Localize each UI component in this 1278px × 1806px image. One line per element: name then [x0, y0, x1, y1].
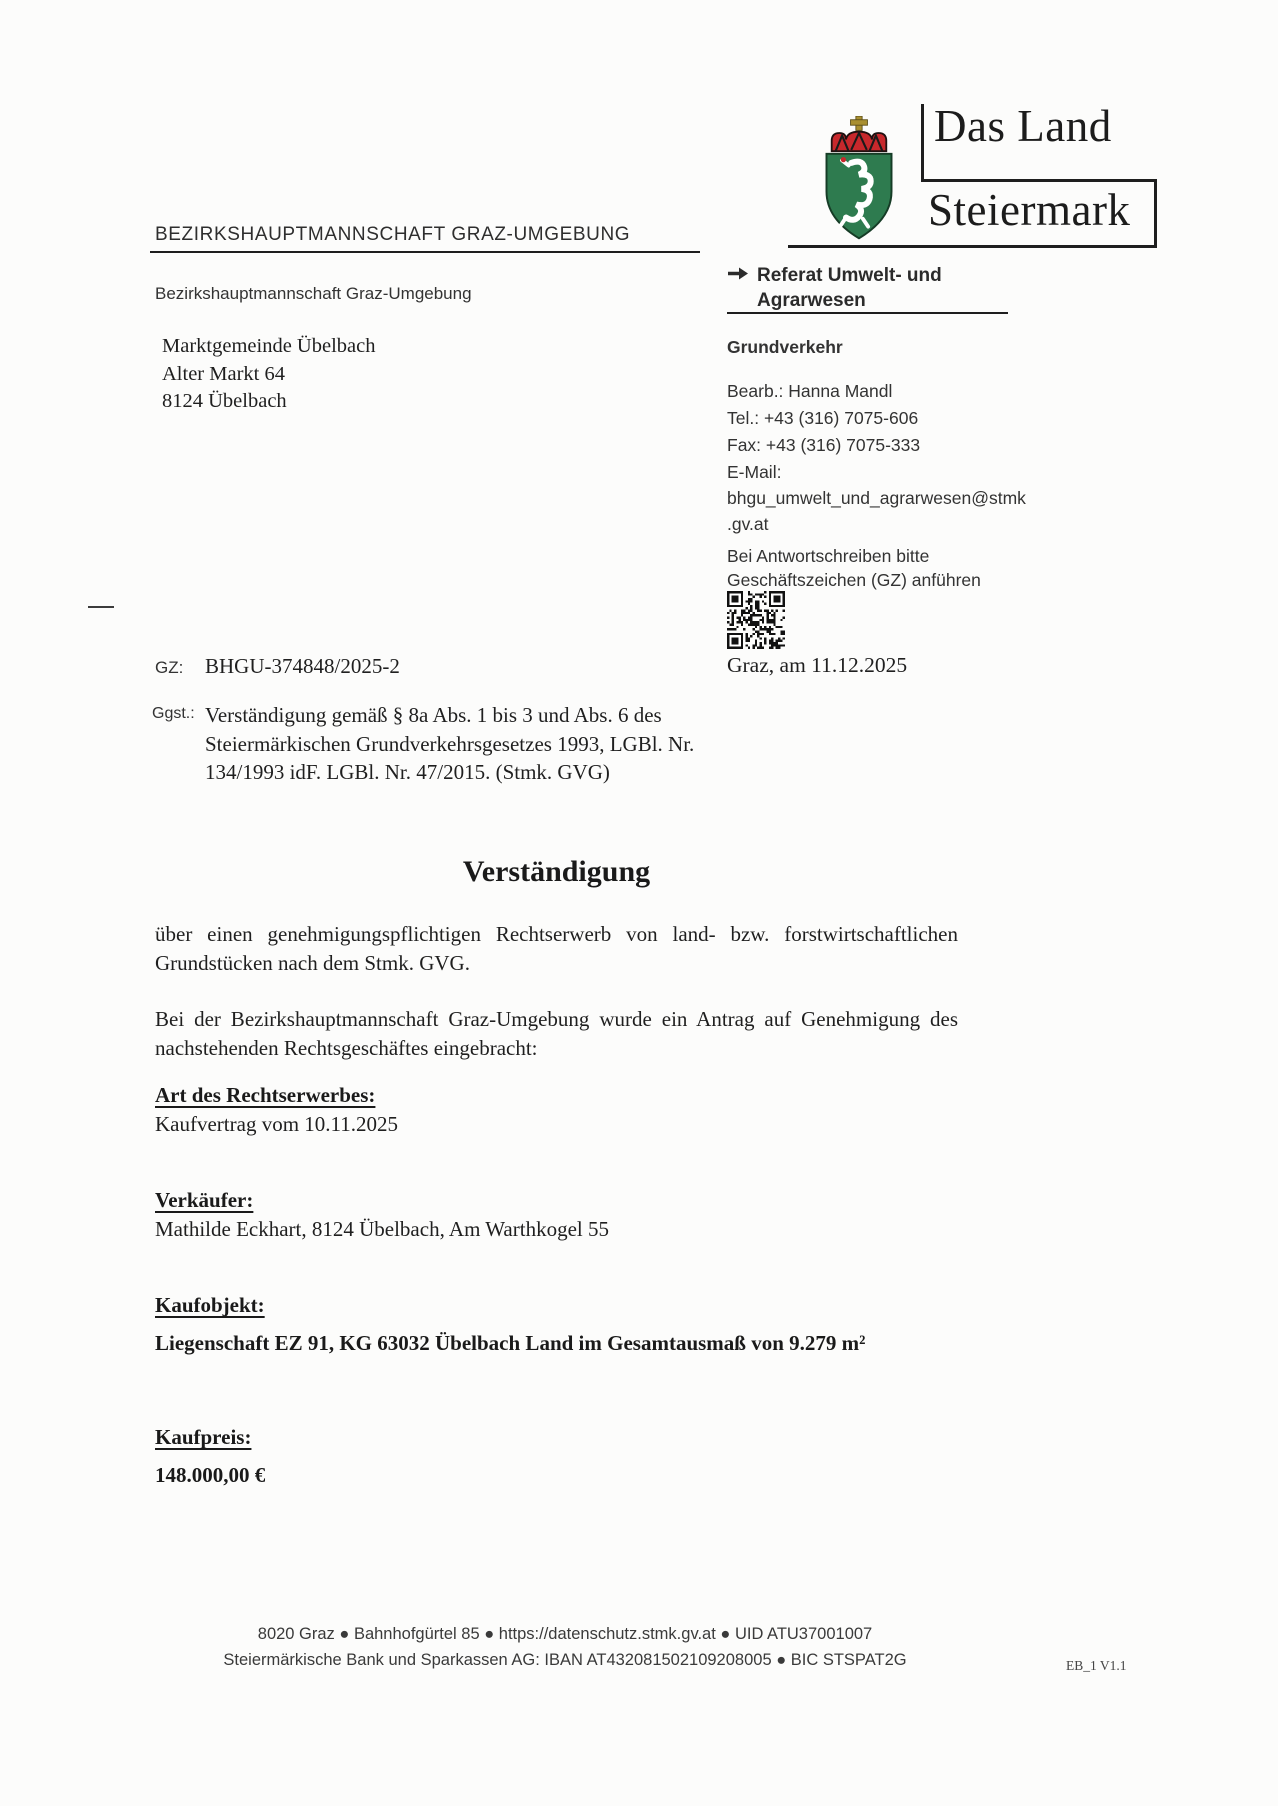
sender-small: Bezirkshauptmannschaft Graz-Umgebung — [155, 284, 472, 303]
sender-header: BEZIRKSHAUPTMANNSCHAFT GRAZ-UMGEBUNG — [155, 224, 631, 245]
logo-rule-middle — [921, 179, 1157, 182]
referat-title-line-2: Agrarwesen — [757, 290, 866, 311]
recipient-line: Marktgemeinde Übelbach — [162, 335, 376, 357]
contact-bearb: Bearb.: Hanna Mandl — [727, 381, 893, 401]
ggst-line: 134/1993 idF. LGBl. Nr. 47/2015. (Stmk. GVG) — [205, 760, 610, 784]
fold-mark — [88, 606, 114, 608]
place-date: Graz, am 11.12.2025 — [727, 653, 908, 677]
paragraph-2: Bei der Bezirkshauptmannschaft Graz-Umgebung wurde ein Antrag auf Genehmigung des nachstehenden Rechtsgeschäftes eingebracht: — [155, 1007, 958, 1060]
contact-email-label: E-Mail: — [727, 462, 782, 482]
gz-label: GZ: — [155, 658, 184, 677]
referat-arrow-icon — [727, 265, 749, 287]
reply-note-line-2: Geschäftszeichen (GZ) anführen — [727, 570, 981, 590]
logo-rule-left — [921, 104, 924, 182]
referat-title-line-1: Referat Umwelt- und — [757, 265, 942, 286]
brand-steiermark: Steiermark — [928, 185, 1131, 235]
brand-das-land: Das Land — [934, 101, 1112, 151]
qr-code-icon — [727, 591, 785, 649]
logo-rule-right — [1154, 179, 1157, 248]
recipient-address — [162, 333, 375, 416]
ggst-label: Ggst.: — [152, 705, 195, 722]
contact-email-line-1: bhgu_umwelt_und_agrarwesen@stmk — [727, 488, 1026, 508]
footer-line-2: Steiermärkische Bank und Sparkassen AG: IBAN AT432081502109208005 ● BIC STSPAT2G — [223, 1650, 907, 1669]
contact-email-line-2: .gv.at — [727, 514, 769, 534]
recipient-line: Alter Markt 64 — [162, 362, 285, 385]
page-footer — [150, 1622, 980, 1673]
paragraph-1: über einen genehmigungspflichtigen Rechtserwerb von land- bzw. forstwirtschaftlichen Grundstücken nach dem Stmk. GVG. — [155, 922, 958, 975]
section-text-art-des-rechtserwerbes: Kaufvertrag vom 10.11.2025 — [155, 1112, 398, 1136]
document-title: Verständigung — [462, 855, 651, 888]
section-heading-art-des-rechtserwerbes: Art des Rechtserwerbes: — [155, 1083, 376, 1107]
referat-rule — [727, 312, 1008, 314]
section-text-verkaeufer: Mathilde Eckhart, 8124 Übelbach, Am Warthkogel 55 — [155, 1217, 609, 1241]
contact-fax: Fax: +43 (316) 7075-333 — [727, 435, 921, 455]
section-text-kaufobjekt: Liegenschaft EZ 91, KG 63032 Übelbach Land im Gesamtausmaß von 9.279 m² — [155, 1331, 866, 1355]
section-heading-kaufobjekt: Kaufobjekt: — [155, 1293, 265, 1317]
sender-rule — [150, 251, 700, 253]
form-version: EB_1 V1.1 — [1066, 1658, 1127, 1673]
ggst-text — [205, 701, 694, 787]
contact-tel: Tel.: +43 (316) 7075-606 — [727, 408, 919, 428]
section-heading-kaufpreis: Kaufpreis: — [155, 1425, 252, 1449]
footer-line-1: 8020 Graz ● Bahnhofgürtel 85 ● https://datenschutz.stmk.gv.at ● UID ATU37001007 — [257, 1625, 873, 1643]
steiermark-coat-of-arms — [820, 116, 898, 244]
section-text-kaufpreis: 148.000,00 € — [155, 1463, 266, 1487]
logo-rule-bottom — [788, 245, 1157, 248]
ggst-line: Steiermärkischen Grundverkehrsgesetzes 1993, LGBl. Nr. — [205, 731, 695, 756]
recipient-line: 8124 Übelbach — [162, 390, 287, 412]
reply-note-line-1: Bei Antwortschreiben bitte — [727, 546, 930, 566]
department-title: Grundverkehr — [727, 337, 843, 357]
gz-value: BHGU-374848/2025-2 — [205, 654, 400, 678]
section-heading-verkaeufer: Verkäufer: — [155, 1188, 254, 1212]
ggst-line: Verständigung gemäß § 8a Abs. 1 bis 3 und Abs. 6 des — [205, 703, 662, 727]
